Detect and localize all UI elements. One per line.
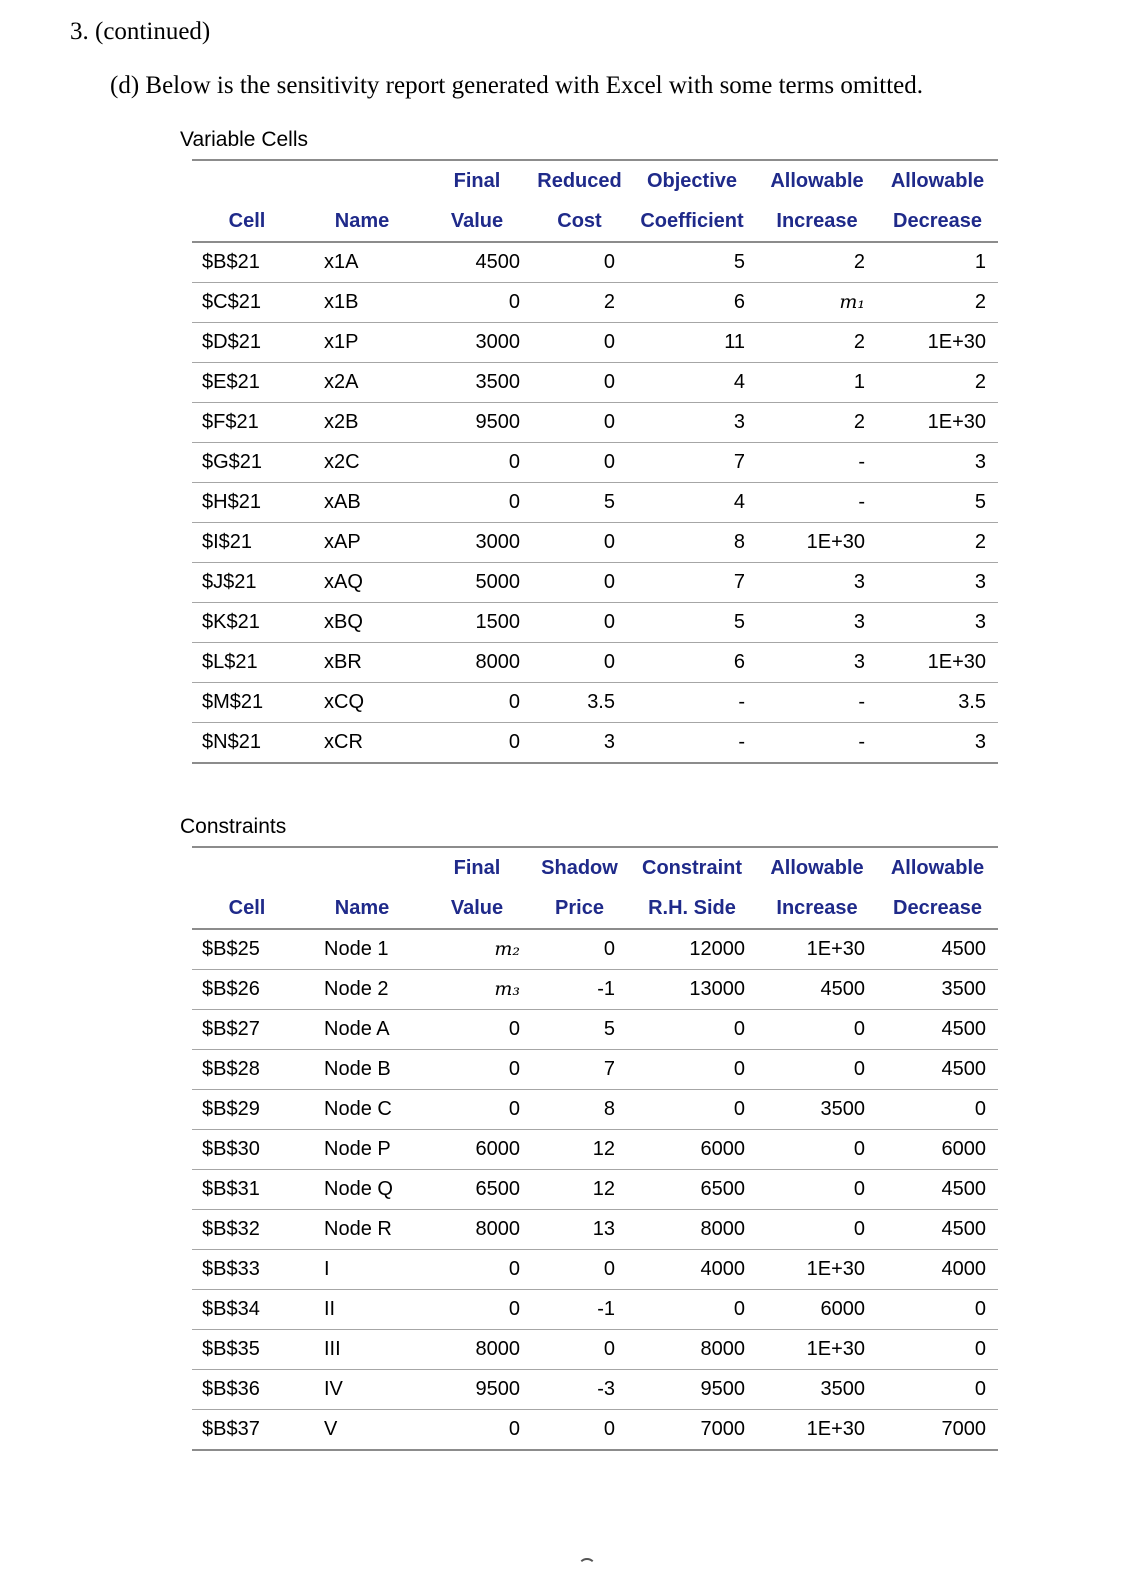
header-bottom-allowable-decrease: Decrease: [877, 201, 998, 242]
table-cell-col5: 4: [627, 363, 757, 403]
table-row: [192, 443, 998, 483]
table-cell-cell: $B$34: [192, 1290, 302, 1330]
table-row: [192, 1090, 998, 1130]
table-cell-name: Node 2: [302, 970, 422, 1010]
table-row: [192, 1410, 998, 1451]
table-cell-col4: -3: [532, 1370, 627, 1410]
header-top-col4: Shadow: [532, 847, 627, 888]
table-cell-cell: $B$26: [192, 970, 302, 1010]
table-row: [192, 1210, 998, 1250]
table-cell-cell: $B$32: [192, 1210, 302, 1250]
table-cell-col5: -: [627, 723, 757, 764]
table-cell-col5: 3: [627, 403, 757, 443]
table-row: [192, 1250, 998, 1290]
table-cell-final-value: 1500: [422, 603, 532, 643]
table-cell-col4: 3.5: [532, 683, 627, 723]
table-row: [192, 1370, 998, 1410]
table-cell-col4: 0: [532, 1330, 627, 1370]
table-cell-allowable-increase: -: [757, 483, 877, 523]
table-cell-final-value: 0: [422, 283, 532, 323]
table-cell-allowable-increase: 3500: [757, 1370, 877, 1410]
table-cell-allowable-decrease: 1E+30: [877, 403, 998, 443]
table-cell-col4: 13: [532, 1210, 627, 1250]
table-cell-name: xAB: [302, 483, 422, 523]
table-cell-final-value: 0: [422, 1050, 532, 1090]
table-cell-cell: $F$21: [192, 403, 302, 443]
header-bottom-col4: Cost: [532, 201, 627, 242]
table-cell-name: I: [302, 1250, 422, 1290]
header-bottom-col5: Coefficient: [627, 201, 757, 242]
table-cell-final-value: 0: [422, 483, 532, 523]
table-cell-col4: 0: [532, 323, 627, 363]
table-body: [192, 242, 998, 763]
table-cell-cell: $E$21: [192, 363, 302, 403]
table-row: [192, 1130, 998, 1170]
table-cell-col5: 5: [627, 603, 757, 643]
table-cell-cell: $B$36: [192, 1370, 302, 1410]
table-cell-allowable-decrease: 3: [877, 563, 998, 603]
table-cell-allowable-decrease: 4000: [877, 1250, 998, 1290]
table-cell-col5: 6: [627, 283, 757, 323]
table-cell-cell: $B$25: [192, 929, 302, 970]
table-cell-allowable-decrease: 1: [877, 242, 998, 283]
intro-text: (d) Below is the sensitivity report generated with Excel with some terms omitted.: [110, 72, 924, 99]
header-top-allowable-decrease: Allowable: [877, 160, 998, 201]
table-cell-col4: 0: [532, 1410, 627, 1451]
table-cell-final-value: 0: [422, 1090, 532, 1130]
table-cell-cell: $H$21: [192, 483, 302, 523]
table-cell-name: x1B: [302, 283, 422, 323]
table-cell-name: V: [302, 1410, 422, 1451]
table-cell-final-value: 5000: [422, 563, 532, 603]
table-cell-name: II: [302, 1290, 422, 1330]
table-cell-col5: 12000: [627, 929, 757, 970]
table-cell-col4: 0: [532, 242, 627, 283]
constraints-table: [192, 846, 998, 1451]
table-cell-col5: 4: [627, 483, 757, 523]
header-top-col5: Constraint: [627, 847, 757, 888]
header-top-name: [302, 847, 422, 888]
table-cell-allowable-decrease: 4500: [877, 1210, 998, 1250]
table-cell-allowable-increase: -: [757, 723, 877, 764]
table-cell-allowable-increase: m₁: [757, 283, 877, 323]
table-cell-col4: 8: [532, 1090, 627, 1130]
table-cell-col5: 6: [627, 643, 757, 683]
table-cell-col5: 7000: [627, 1410, 757, 1451]
table-cell-final-value: 8000: [422, 643, 532, 683]
table-body: [192, 929, 998, 1450]
table-cell-name: xCR: [302, 723, 422, 764]
table-cell-allowable-decrease: 0: [877, 1330, 998, 1370]
table-cell-allowable-decrease: 3: [877, 443, 998, 483]
header-top-allowable-increase: Allowable: [757, 847, 877, 888]
variable-cells-title: Variable Cells: [180, 128, 308, 151]
header-bottom-allowable-decrease: Decrease: [877, 888, 998, 929]
table-row: [192, 723, 998, 764]
table-cell-final-value: 9500: [422, 1370, 532, 1410]
table-row: [192, 323, 998, 363]
table-cell-cell: $C$21: [192, 283, 302, 323]
table-cell-allowable-increase: 0: [757, 1130, 877, 1170]
table-cell-col5: 0: [627, 1090, 757, 1130]
table-cell-col4: 0: [532, 403, 627, 443]
table-cell-final-value: 0: [422, 1410, 532, 1451]
table-cell-name: xBR: [302, 643, 422, 683]
table-cell-allowable-decrease: 3: [877, 603, 998, 643]
header-row-bottom: [192, 201, 998, 242]
table-cell-cell: $J$21: [192, 563, 302, 603]
table-row: [192, 1170, 998, 1210]
table-cell-allowable-decrease: 0: [877, 1090, 998, 1130]
table-cell-col5: 8000: [627, 1210, 757, 1250]
header-bottom-name: Name: [302, 201, 422, 242]
table-cell-col5: 8: [627, 523, 757, 563]
table-cell-allowable-decrease: 0: [877, 1370, 998, 1410]
table-cell-allowable-increase: 1E+30: [757, 1250, 877, 1290]
table-cell-final-value: 3500: [422, 363, 532, 403]
table-cell-cell: $N$21: [192, 723, 302, 764]
table-cell-final-value: 0: [422, 1010, 532, 1050]
table-cell-final-value: 4500: [422, 242, 532, 283]
table-cell-col4: 0: [532, 929, 627, 970]
table-row: [192, 970, 998, 1010]
table-row: [192, 363, 998, 403]
table-cell-name: Node R: [302, 1210, 422, 1250]
table-cell-final-value: 3000: [422, 523, 532, 563]
table-cell-allowable-decrease: 2: [877, 523, 998, 563]
table-cell-allowable-increase: 2: [757, 242, 877, 283]
header-bottom-col5: R.H. Side: [627, 888, 757, 929]
header-row-bottom: [192, 888, 998, 929]
table-cell-name: x1P: [302, 323, 422, 363]
table-cell-final-value: 9500: [422, 403, 532, 443]
table-cell-allowable-increase: 1E+30: [757, 523, 877, 563]
table-cell-col5: 4000: [627, 1250, 757, 1290]
header-bottom-cell: Cell: [192, 201, 302, 242]
table-row: [192, 1050, 998, 1090]
table-cell-final-value: 0: [422, 443, 532, 483]
table-cell-allowable-increase: 4500: [757, 970, 877, 1010]
table-cell-col4: 5: [532, 483, 627, 523]
table-cell-allowable-decrease: 6000: [877, 1130, 998, 1170]
table-cell-col5: 6500: [627, 1170, 757, 1210]
table-cell-col5: 0: [627, 1290, 757, 1330]
table-row: [192, 1290, 998, 1330]
table-cell-allowable-decrease: 4500: [877, 929, 998, 970]
table-cell-allowable-increase: 1E+30: [757, 1330, 877, 1370]
table-cell-col4: 3: [532, 723, 627, 764]
table-cell-col5: 7: [627, 443, 757, 483]
table-cell-cell: $G$21: [192, 443, 302, 483]
table-cell-name: Node C: [302, 1090, 422, 1130]
table-cell-name: Node P: [302, 1130, 422, 1170]
table-cell-allowable-increase: -: [757, 683, 877, 723]
table-cell-cell: $D$21: [192, 323, 302, 363]
table-cell-allowable-increase: 1E+30: [757, 1410, 877, 1451]
table-cell-name: xCQ: [302, 683, 422, 723]
table-cell-cell: $I$21: [192, 523, 302, 563]
table-cell-col5: 9500: [627, 1370, 757, 1410]
table-row: [192, 643, 998, 683]
table-cell-name: Node B: [302, 1050, 422, 1090]
header-top-name: [302, 160, 422, 201]
table-cell-col4: 0: [532, 363, 627, 403]
table-cell-col5: 0: [627, 1050, 757, 1090]
table-cell-allowable-decrease: 7000: [877, 1410, 998, 1451]
table-cell-name: Node A: [302, 1010, 422, 1050]
table-cell-allowable-increase: 3: [757, 603, 877, 643]
table-row: [192, 683, 998, 723]
header-top-cell: [192, 847, 302, 888]
table-cell-col5: 13000: [627, 970, 757, 1010]
table-cell-cell: $M$21: [192, 683, 302, 723]
table-cell-allowable-increase: 2: [757, 403, 877, 443]
header-bottom-cell: Cell: [192, 888, 302, 929]
table-cell-cell: $B$21: [192, 242, 302, 283]
table-cell-col5: 0: [627, 1010, 757, 1050]
table-cell-col4: 0: [532, 563, 627, 603]
page-heading: 3. (continued): [70, 18, 211, 45]
table-cell-col4: -1: [532, 970, 627, 1010]
header-bottom-final-value: Value: [422, 201, 532, 242]
table-cell-final-value: 0: [422, 1290, 532, 1330]
table-cell-col4: 0: [532, 523, 627, 563]
table-cell-allowable-decrease: 4500: [877, 1050, 998, 1090]
table-cell-cell: $K$21: [192, 603, 302, 643]
table-cell-name: xBQ: [302, 603, 422, 643]
table-cell-allowable-decrease: 4500: [877, 1170, 998, 1210]
header-top-col4: Reduced: [532, 160, 627, 201]
table-cell-allowable-increase: 1E+30: [757, 929, 877, 970]
header-row-top: [192, 847, 998, 888]
table-cell-allowable-increase: 0: [757, 1050, 877, 1090]
table-cell-allowable-decrease: 3500: [877, 970, 998, 1010]
table-cell-allowable-increase: 6000: [757, 1290, 877, 1330]
table-cell-name: x2A: [302, 363, 422, 403]
table-cell-cell: $B$31: [192, 1170, 302, 1210]
variable-cells-table: [192, 159, 998, 764]
header-top-col5: Objective: [627, 160, 757, 201]
table-cell-col4: 0: [532, 603, 627, 643]
table-cell-allowable-increase: 2: [757, 323, 877, 363]
table-row: [192, 403, 998, 443]
table-cell-allowable-decrease: 5: [877, 483, 998, 523]
table-cell-final-value: 0: [422, 723, 532, 764]
table-cell-name: x2C: [302, 443, 422, 483]
table-row: [192, 563, 998, 603]
table-cell-final-value: 6500: [422, 1170, 532, 1210]
table-cell-allowable-decrease: 3: [877, 723, 998, 764]
table-cell-final-value: 3000: [422, 323, 532, 363]
header-bottom-final-value: Value: [422, 888, 532, 929]
table-cell-col5: 7: [627, 563, 757, 603]
header-row-top: [192, 160, 998, 201]
table-cell-final-value: m₃: [422, 970, 532, 1010]
table-cell-allowable-increase: 1: [757, 363, 877, 403]
header-bottom-allowable-increase: Increase: [757, 888, 877, 929]
table-cell-allowable-increase: 0: [757, 1010, 877, 1050]
table-cell-col4: 0: [532, 643, 627, 683]
table-cell-col4: 0: [532, 1250, 627, 1290]
header-top-final-value: Final: [422, 160, 532, 201]
table-cell-allowable-decrease: 3.5: [877, 683, 998, 723]
header-bottom-allowable-increase: Increase: [757, 201, 877, 242]
table-cell-cell: $B$37: [192, 1410, 302, 1451]
table-cell-allowable-increase: 3500: [757, 1090, 877, 1130]
table-cell-col4: 12: [532, 1130, 627, 1170]
table-cell-final-value: 0: [422, 1250, 532, 1290]
table-cell-final-value: 0: [422, 683, 532, 723]
table-cell-allowable-decrease: 1E+30: [877, 323, 998, 363]
header-bottom-col4: Price: [532, 888, 627, 929]
table-cell-allowable-decrease: 0: [877, 1290, 998, 1330]
table-cell-allowable-decrease: 4500: [877, 1010, 998, 1050]
table-cell-allowable-decrease: 2: [877, 363, 998, 403]
page-mark-decoration: [578, 1558, 596, 1576]
table-row: [192, 929, 998, 970]
table-cell-cell: $L$21: [192, 643, 302, 683]
header-top-allowable-decrease: Allowable: [877, 847, 998, 888]
table-cell-col4: -1: [532, 1290, 627, 1330]
table-cell-allowable-increase: 3: [757, 563, 877, 603]
header-top-cell: [192, 160, 302, 201]
table-cell-name: Node 1: [302, 929, 422, 970]
header-bottom-name: Name: [302, 888, 422, 929]
table-cell-allowable-increase: 3: [757, 643, 877, 683]
table-cell-allowable-increase: 0: [757, 1210, 877, 1250]
table-cell-col5: 11: [627, 323, 757, 363]
table-cell-cell: $B$29: [192, 1090, 302, 1130]
header-top-final-value: Final: [422, 847, 532, 888]
table-cell-final-value: 8000: [422, 1330, 532, 1370]
table-cell-name: xAQ: [302, 563, 422, 603]
table-row: [192, 1330, 998, 1370]
table-cell-final-value: 6000: [422, 1130, 532, 1170]
table-cell-col5: 5: [627, 242, 757, 283]
table-row: [192, 242, 998, 283]
table-cell-col5: 6000: [627, 1130, 757, 1170]
table-cell-cell: $B$35: [192, 1330, 302, 1370]
table-row: [192, 283, 998, 323]
table-row: [192, 603, 998, 643]
table-cell-allowable-increase: -: [757, 443, 877, 483]
table-cell-final-value: m₂: [422, 929, 532, 970]
table-cell-cell: $B$28: [192, 1050, 302, 1090]
constraints-title: Constraints: [180, 815, 287, 838]
table-cell-name: x2B: [302, 403, 422, 443]
table-cell-col4: 7: [532, 1050, 627, 1090]
table-cell-col4: 2: [532, 283, 627, 323]
table-cell-final-value: 8000: [422, 1210, 532, 1250]
table-cell-allowable-increase: 0: [757, 1170, 877, 1210]
table-row: [192, 523, 998, 563]
header-top-allowable-increase: Allowable: [757, 160, 877, 201]
table-cell-name: x1A: [302, 242, 422, 283]
table-cell-col4: 5: [532, 1010, 627, 1050]
table-cell-col5: 8000: [627, 1330, 757, 1370]
table-cell-name: III: [302, 1330, 422, 1370]
table-cell-col5: -: [627, 683, 757, 723]
table-cell-allowable-decrease: 1E+30: [877, 643, 998, 683]
table-cell-name: Node Q: [302, 1170, 422, 1210]
table-cell-cell: $B$30: [192, 1130, 302, 1170]
table-cell-cell: $B$27: [192, 1010, 302, 1050]
table-cell-name: xAP: [302, 523, 422, 563]
table-cell-col4: 0: [532, 443, 627, 483]
table-cell-col4: 12: [532, 1170, 627, 1210]
table-cell-allowable-decrease: 2: [877, 283, 998, 323]
table-row: [192, 483, 998, 523]
table-cell-name: IV: [302, 1370, 422, 1410]
table-row: [192, 1010, 998, 1050]
table-cell-cell: $B$33: [192, 1250, 302, 1290]
